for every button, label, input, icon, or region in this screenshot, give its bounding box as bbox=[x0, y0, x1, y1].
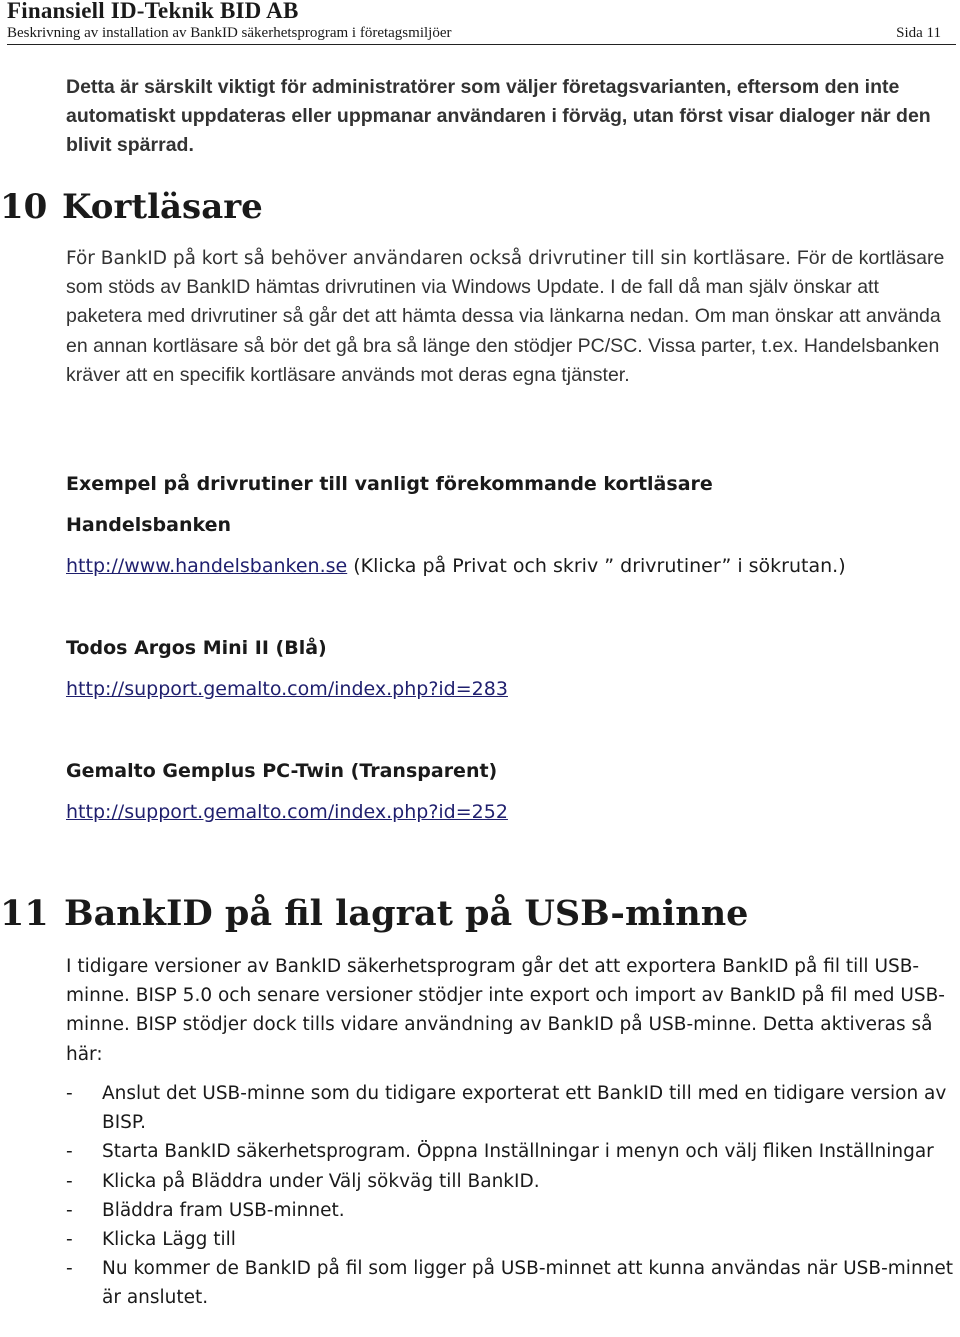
document-subtitle: Beskrivning av installation av BankID säkerhetsprogram i företagsmiljöer bbox=[7, 25, 452, 41]
section-10-title: Kortläsare bbox=[62, 187, 263, 227]
entry-name-handelsbanken: Handelsbanken bbox=[66, 514, 232, 536]
entry-line-handelsbanken bbox=[66, 555, 846, 577]
link-todos-argos[interactable]: http://support.gemalto.com/index.php?id=283 bbox=[66, 678, 508, 700]
header-divider bbox=[7, 44, 956, 45]
list-item: - Klicka Lägg till bbox=[66, 1225, 956, 1254]
link-handelsbanken[interactable]: http://www.handelsbanken.se bbox=[66, 555, 348, 577]
list-item: - Nu kommer de BankID på fil som ligger på USB-minnet att kunna användas när USB-minnet är anslutet. bbox=[66, 1254, 956, 1312]
company-name: Finansiell ID-Teknik BID AB bbox=[7, 0, 299, 23]
section-10-body bbox=[66, 244, 946, 390]
list-bullet: - bbox=[66, 1083, 73, 1104]
usb-steps-list bbox=[66, 1079, 956, 1313]
section-11-number: 11 bbox=[0, 893, 49, 934]
section-11-heading bbox=[0, 893, 748, 934]
entry-name-gemalto-pc-twin: Gemalto Gemplus PC-Twin (Transparent) bbox=[66, 760, 498, 782]
list-item: - Anslut det USB-minne som du tidigare exporterat ett BankID till med en tidigare version av BISP. bbox=[66, 1079, 956, 1137]
list-item: - Starta BankID säkerhetsprogram. Öppna Inställningar i menyn och välj fliken Inställningar bbox=[66, 1137, 956, 1166]
section-10-paragraph-b: För de kortläsare som stöds av BankID hämtas drivrutinen via Windows Update. I de fall då man själv önskar att paketera med drivrutiner så går det att hämta dessa via länkarna nedan. Om man önskar att använda en annan kortläsare så bör det gå bra så länge den stödjer PC/SC. Vissa parter, t.ex. Handelsbanken kräver att en specifik kortläsare används mot deras egna tjänster. bbox=[66, 247, 945, 386]
page-number: Sida 11 bbox=[896, 25, 941, 41]
list-bullet: - bbox=[66, 1229, 73, 1251]
link-gemalto-pc-twin[interactable]: http://support.gemalto.com/index.php?id=252 bbox=[66, 801, 508, 823]
list-bullet: - bbox=[66, 1258, 73, 1280]
list-item: - Bläddra fram USB-minnet. bbox=[66, 1196, 956, 1225]
section-11-title: BankID på fil lagrat på USB-minne bbox=[64, 893, 749, 934]
entry-note-handelsbanken: (Klicka på Privat och skriv ” drivrutiner” i sökrutan.) bbox=[347, 555, 846, 577]
entry-name-todos-argos: Todos Argos Mini II (Blå) bbox=[66, 637, 327, 659]
examples-heading: Exempel på drivrutiner till vanligt förekommande kortläsare bbox=[66, 473, 713, 495]
entry-line-todos-argos bbox=[66, 678, 508, 700]
section-11-paragraph: I tidigare versioner av BankID säkerhetsprogram går det att exportera BankID på fil till USB-minne. BISP 5.0 och senare versioner stödjer inte export och import av BankID på fil med USB-minne. BISP stödjer dock tills vidare användning av BankID på USB-minne. Detta aktiveras så här: bbox=[66, 956, 945, 1065]
list-item: - Klicka på Bläddra under Välj sökväg till BankID. bbox=[66, 1167, 956, 1196]
list-bullet: - bbox=[66, 1170, 73, 1192]
list-bullet: - bbox=[66, 1199, 73, 1221]
intro-paragraph: Detta är särskilt viktigt för administratörer som väljer företagsvarianten, eftersom den inte automatiskt uppdateras eller uppmanar användaren i förväg, utan först visar dialoger när den blivit spärrad. bbox=[66, 76, 931, 156]
section-10-paragraph-a: För BankID på kort så behöver användaren också drivrutiner till sin kortläsare. bbox=[66, 248, 791, 269]
section-10-heading bbox=[0, 187, 263, 227]
entry-line-gemalto-pc-twin bbox=[66, 801, 508, 823]
section-10-number: 10 bbox=[0, 187, 48, 227]
list-bullet: - bbox=[66, 1141, 73, 1163]
